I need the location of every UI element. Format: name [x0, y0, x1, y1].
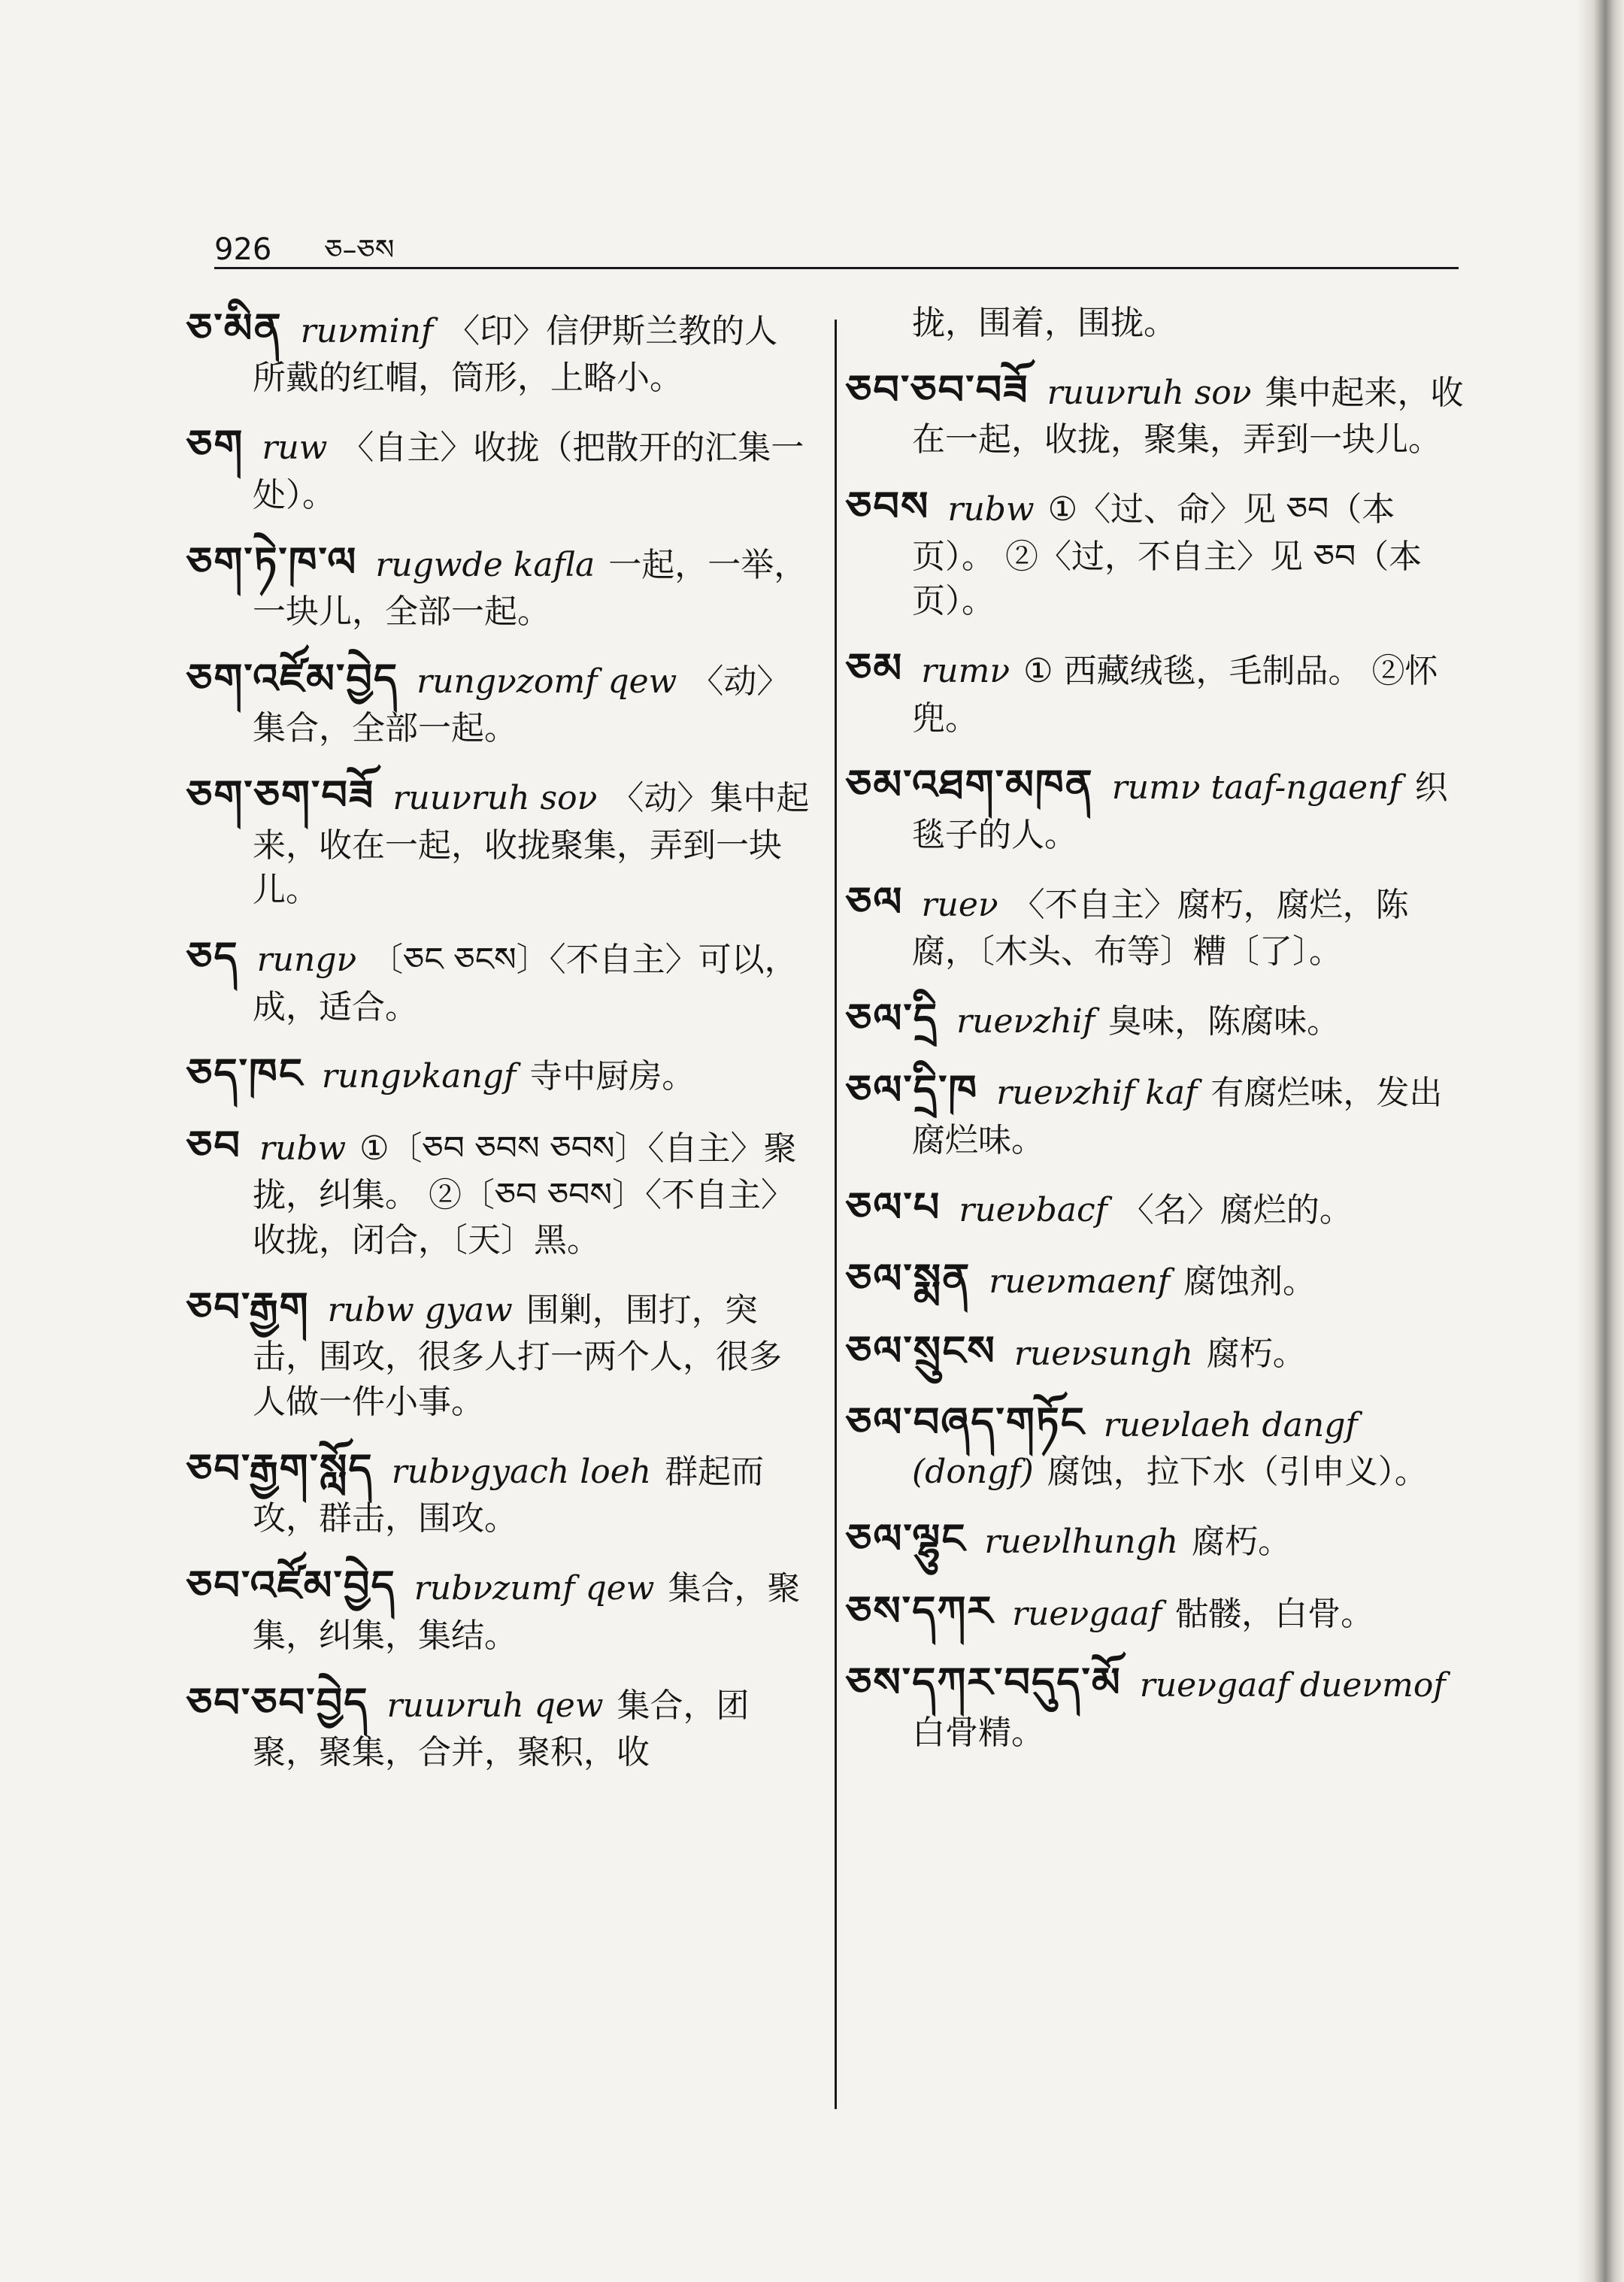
dictionary-entry [846, 1655, 1470, 1755]
entry-definition: 寺中厨房。 [529, 1057, 695, 1096]
entry-headword: ཅད་ཁང [186, 1050, 304, 1098]
dictionary-entry [186, 1046, 810, 1101]
dictionary-entry [846, 991, 1470, 1046]
entry-transliteration: ruuνruh soν [1047, 373, 1252, 412]
dictionary-entry [186, 301, 810, 401]
entry-transliteration: ruw [262, 429, 328, 468]
entry-headword: ཅག [186, 421, 244, 469]
entry-headword: ཅལ་ལྷུང [846, 1515, 967, 1563]
entry-headword: ཅལ་བཞད་གཏོང [846, 1399, 1086, 1446]
entry-transliteration: rubνgyach loeh [391, 1453, 652, 1492]
entry-transliteration: rungνkangf [321, 1057, 517, 1096]
entry-headword: ཅབ [186, 1121, 241, 1169]
entry-definition: 骷髅，白骨。 [1175, 1594, 1374, 1633]
dictionary-entry [186, 1280, 810, 1425]
entry-definition: 腐朽。 [1206, 1334, 1306, 1373]
entry-transliteration: ruuνruh qew [386, 1686, 604, 1725]
dictionary-entry [186, 929, 810, 1029]
column-divider [835, 320, 837, 2109]
entry-definition: 一起，一举，一块儿，全部一起。 [253, 545, 807, 631]
entry-transliteration: rueνmaenf [989, 1262, 1171, 1302]
entry-headword: ཅལ་སྲུངས [846, 1326, 996, 1374]
entry-transliteration: rungνzomf qew [417, 662, 677, 701]
right-column-entries [846, 362, 1470, 1756]
dictionary-entry [186, 1675, 810, 1775]
entry-transliteration: rueνgaaf [1012, 1594, 1162, 1633]
entry-headword: ཅག་འཛོམ་བྱེད [186, 654, 399, 702]
dictionary-entry [186, 1118, 810, 1263]
entry-headword: ཅལ [846, 877, 904, 926]
entry-headword: ཅམ་འཐག་མཁན [846, 761, 1094, 809]
entry-definition: 腐蚀，拉下水（引申义）。 [1047, 1453, 1428, 1492]
entry-transliteration: rueν [921, 885, 998, 924]
entry-headword: ཅབ་ཅབ་བྱེད [186, 1678, 369, 1726]
dictionary-entry [846, 874, 1470, 974]
dictionary-entry [186, 535, 810, 635]
entry-definition: 〈名〉腐烂的。 [1120, 1190, 1353, 1229]
entry-headword: ཅམ [846, 644, 904, 692]
entry-definition: 集合，聚集，纠集，集结。 [253, 1569, 801, 1655]
entry-transliteration: rueνlhungh [984, 1523, 1179, 1562]
entry-headword: ཅབ་འཛོམ་བྱེད [186, 1562, 396, 1610]
dictionary-entry [186, 1558, 810, 1658]
entry-definition: 腐朽。 [1192, 1523, 1292, 1562]
dictionary-entry [846, 641, 1470, 741]
entry-transliteration: rumν taaf-ngaenf [1111, 768, 1401, 808]
entry-headword: ཅལ་པ [846, 1183, 941, 1231]
entry-transliteration: ruνminf [300, 312, 434, 350]
header-rule [214, 267, 1459, 269]
entry-transliteration: rubw gyaw [327, 1290, 513, 1329]
entry-definition: 〈不自主〉腐朽，腐烂，陈腐，〔木头、布等〕糟〔了〕。 [912, 885, 1409, 971]
entry-transliteration: rubw [259, 1129, 347, 1168]
entry-definition: 围剿，围打，突击，围攻，很多人打一两个人，很多人做一件小事。 [253, 1290, 782, 1422]
entry-headword: ཅས་དཀར [846, 1586, 995, 1635]
dictionary-entry [846, 1323, 1470, 1378]
entry-transliteration: rugwde kafla [375, 545, 595, 584]
entry-definition: ① 西藏绒毯，毛制品。 ②怀兜。 [912, 652, 1438, 738]
entry-headword: ཅལ་སྨན [846, 1255, 971, 1303]
entry-transliteration: ruuνruh soν [392, 779, 598, 818]
entry-transliteration: rungν [256, 941, 357, 980]
entry-transliteration: rueνsungh [1013, 1334, 1193, 1373]
dictionary-entry [846, 479, 1470, 624]
entry-headword: ཅག་ཅག་བཟོ [186, 771, 375, 820]
entry-transliteration: rubνzumf qew [414, 1569, 655, 1608]
dictionary-entry [846, 1251, 1470, 1306]
entry-definition: ①〈过、命〉见 ཅབ（本页）。 ②〈过，不自主〉见 ཅབ（本页）。 [912, 490, 1423, 621]
entry-definition: 〈动〉集合，全部一起。 [253, 662, 790, 748]
entry-transliteration: rueνlaeh dangf (dongf) [912, 1406, 1358, 1492]
entry-definition: 臭味，陈腐味。 [1108, 1002, 1341, 1041]
page-number: 926 [214, 232, 272, 267]
entry-headword: ཅབས [846, 483, 930, 531]
left-column [186, 301, 810, 1792]
entry-headword: ཅབ་ཅབ་བཟོ [846, 365, 1029, 414]
entry-definition: 有腐烂味，发出腐烂味。 [912, 1074, 1443, 1159]
entry-headword: ཅས་དཀར་བདུད་མོ [846, 1659, 1122, 1707]
dictionary-entry [846, 1511, 1470, 1566]
entry-headword: ཅལ་དྲི [846, 994, 939, 1042]
entry-headword: ཅབ་རྒྱག་སློད [186, 1445, 374, 1493]
scan-edge [1577, 0, 1624, 2282]
entry-definition: 白骨精。 [912, 1713, 1044, 1752]
page-header [214, 218, 394, 299]
entry-definition: 集中起来，收在一起，收拢，聚集，弄到一块儿。 [912, 373, 1464, 459]
dictionary-entry [846, 362, 1470, 462]
entry-headword: ཅབ་རྒྱག [186, 1283, 310, 1331]
dictionary-entry [846, 1395, 1470, 1495]
entry-headword: ཅལ་དྲི་ཁ [846, 1066, 979, 1114]
entry-transliteration: rueνgaaf dueνmof [1139, 1666, 1446, 1705]
dictionary-entry [186, 651, 810, 751]
entry-transliteration: rueνbacf [959, 1190, 1107, 1229]
dictionary-entry [846, 1062, 1470, 1162]
dictionary-entry [186, 768, 810, 913]
dictionary-entry [846, 757, 1470, 857]
dictionary-entry [186, 417, 810, 517]
entry-definition: 群起而攻，群击，围攻。 [253, 1453, 765, 1538]
entry-headword: ཅད [186, 933, 239, 981]
continued-definition: 拢，围着，围拢。 [912, 304, 1177, 342]
dictionary-entry [186, 1441, 810, 1541]
running-head: ཅ–ཅས [324, 233, 395, 266]
entry-definition: 〈印〉信伊斯兰教的人所戴的红帽，筒形，上略小。 [253, 312, 778, 398]
dictionary-entry [846, 1180, 1470, 1235]
entry-transliteration: rueνzhif [956, 1002, 1095, 1041]
entry-headword: ཅ་མིན [186, 305, 283, 352]
dictionary-entry [846, 1583, 1470, 1638]
entry-definition: 〈自主〉收拢（把散开的汇集一处）。 [253, 429, 804, 514]
right-column [846, 301, 1470, 1771]
entry-definition: ①〔ཅབ ཅབས ཅབས〕〈自主〉聚拢，纠集。 ②〔ཅབ ཅབས〕〈不自主〉收拢，闭合，〔天〕黑。 [253, 1129, 797, 1260]
entry-definition: 〈动〉集中起来，收在一起，收拢聚集，弄到一块儿。 [253, 779, 810, 910]
entry-transliteration: rubw [947, 490, 1035, 529]
entry-headword: ཅག་ཏེ་ཁ་ལ [186, 538, 358, 586]
entry-definition: 织毯子的人。 [912, 768, 1448, 854]
entry-transliteration: rumν [921, 652, 1010, 691]
entry-definition: 〔ཅང ཅངས〕〈不自主〉可以，成，适合。 [253, 941, 798, 1026]
entry-definition: 腐蚀剂。 [1183, 1262, 1316, 1302]
entry-definition: 集合，团聚，聚集，合并，聚积，收 [253, 1686, 750, 1772]
entry-transliteration: rueνzhif kaf [996, 1074, 1198, 1113]
